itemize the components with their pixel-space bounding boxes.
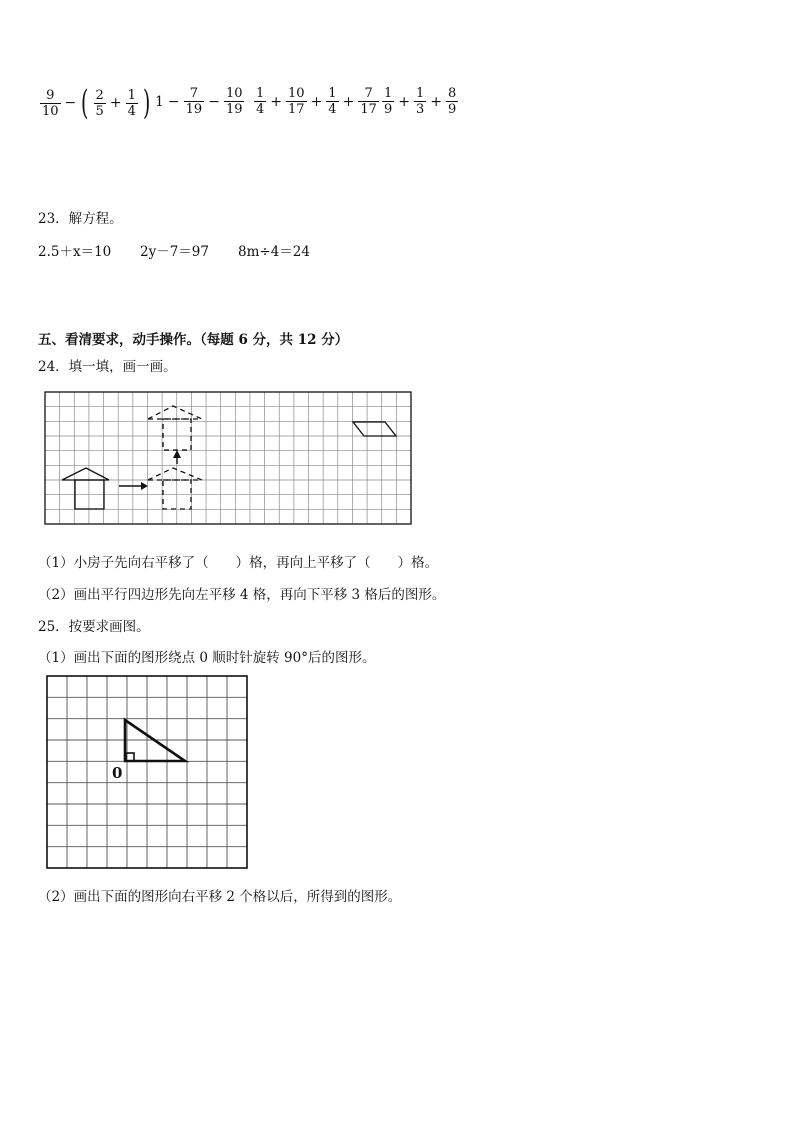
equation-1: 2.5＋x＝10	[38, 244, 112, 260]
fraction: $\frac{2}{5}$	[95, 87, 104, 119]
q25-grid-figure	[47, 676, 248, 869]
expression-3: $\frac{1}{4}$ + $\frac{10}{17}$ + $\frac{1}{4}$ + $\frac{7}{17}$	[256, 86, 377, 117]
fraction: $\frac{1}{4}$	[127, 87, 136, 119]
fraction: $\frac{9}{10}$	[42, 87, 59, 119]
equation-2: 2y－7＝97	[140, 244, 209, 260]
up-arrow	[173, 450, 181, 464]
q24-title: 24．填一填，画一画。	[38, 359, 177, 375]
expression-2: 1 − $\frac{7}{19}$ − $\frac{10}{19}$	[155, 86, 243, 117]
equation-3: 8m÷4＝24	[238, 244, 310, 260]
point-o-label: 0	[112, 764, 123, 782]
fraction: $\frac{7}{19}$	[185, 86, 203, 117]
q25-sub1: （1）画出下面的图形绕点 0 顺时针旋转 90°后的图形。	[38, 650, 376, 666]
expression-4: $\frac{1}{9}$ + $\frac{1}{3}$ + $\frac{8}{9}$	[384, 86, 457, 117]
parallelogram	[353, 422, 396, 436]
section-5-title: 五、看清要求，动手操作。（每题 6 分，共 12 分）	[38, 332, 349, 348]
fraction: $\frac{10}{19}$	[225, 86, 243, 117]
right-arrow	[119, 482, 148, 490]
q24-sub2: （2）画出平行四边形先向左平移 4 格，再向下平移 3 格后的图形。	[38, 587, 446, 603]
fraction: $\frac{1}{4}$	[256, 86, 265, 117]
q24-sub1: （1）小房子先向右平移了（ ）格，再向上平移了（ ）格。	[38, 555, 439, 571]
q23-title: 23．解方程。	[38, 211, 123, 227]
house-moved-up	[148, 406, 202, 450]
fraction: $\frac{10}{17}$	[288, 86, 305, 117]
house-moved-right	[148, 468, 202, 509]
left-paren: (	[81, 83, 89, 123]
right-paren: )	[142, 83, 151, 123]
fraction: $\frac{1}{3}$	[416, 86, 425, 117]
fraction: $\frac{1}{9}$	[384, 86, 393, 117]
expression-1: $\frac{9}{10}$ − ( $\frac{2}{5}$ + $\frac{1}{4}$ )	[42, 83, 151, 123]
fraction: $\frac{7}{17}$	[360, 86, 377, 117]
fraction: $\frac{1}{4}$	[328, 86, 337, 117]
fraction: $\frac{8}{9}$	[448, 86, 457, 117]
q24-grid-figure	[45, 392, 412, 525]
q25-sub2: （2）画出下面的图形向右平移 2 个格以后，所得到的图形。	[38, 889, 402, 905]
q25-title: 25．按要求画图。	[38, 619, 150, 635]
house-original	[62, 468, 109, 509]
